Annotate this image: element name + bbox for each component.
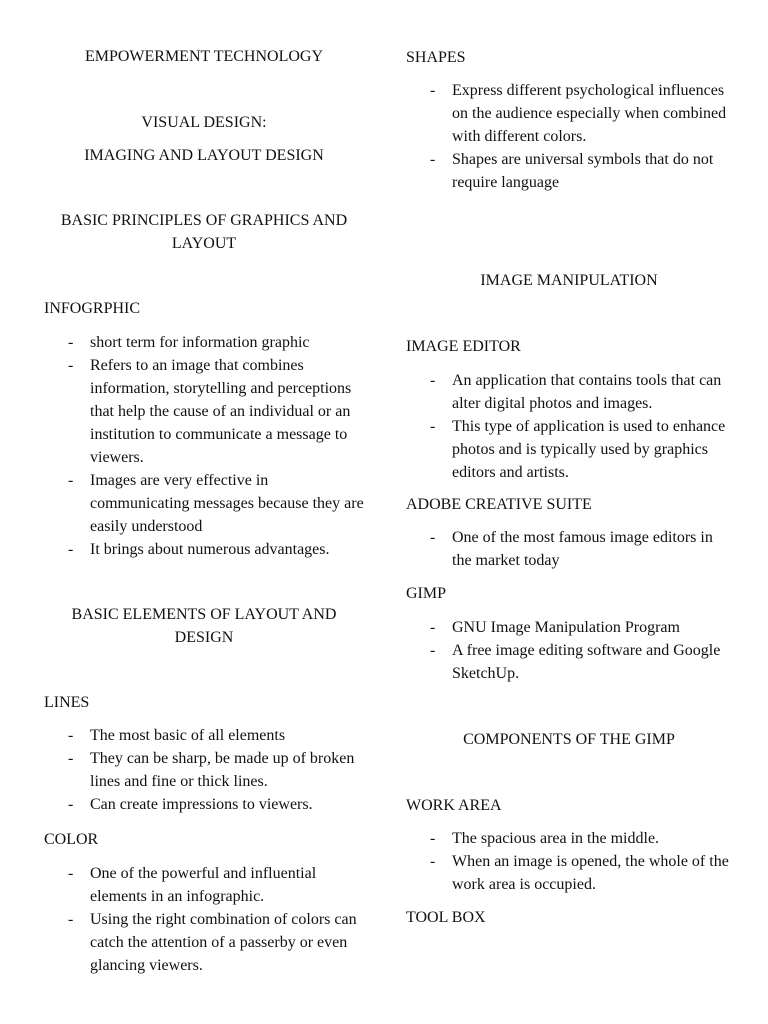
image-manipulation-heading: IMAGE MANIPULATION xyxy=(480,272,658,289)
list-item: - One of the powerful and influential elements in an infographic. xyxy=(44,862,364,908)
gimp-heading: GIMP xyxy=(406,585,447,602)
basic-elements-heading: BASIC ELEMENTS OF LAYOUT AND DESIGN xyxy=(71,606,337,646)
list-item: - One of the most famous image editors in the market today xyxy=(406,526,732,572)
list-item: - Express different psychological influences on the audience especially when combined with different colors. xyxy=(406,79,732,148)
basic-principles-heading: BASIC PRINCIPLES OF GRAPHICS AND LAYOUT xyxy=(60,212,348,252)
tool-box-heading: TOOL BOX xyxy=(406,909,486,926)
lines-heading: LINES xyxy=(44,694,90,711)
gimp-list xyxy=(406,616,732,685)
adobe-list xyxy=(406,526,732,572)
list-item: - Images are very effective in communicating messages because they are easily understood xyxy=(44,469,364,538)
work-area-list xyxy=(406,827,732,896)
image-editor-heading: IMAGE EDITOR xyxy=(406,338,521,355)
list-item: - They can be sharp, be made up of broken lines and fine or thick lines. xyxy=(44,747,364,793)
list-item: - Using the right combination of colors can catch the attention of a passerby or even glancing viewers. xyxy=(44,908,364,977)
color-list xyxy=(44,862,364,977)
shapes-heading: SHAPES xyxy=(406,49,466,66)
list-item: - Can create impressions to viewers. xyxy=(44,793,364,816)
list-item: - Refers to an image that combines information, storytelling and perceptions that help the cause of an individual or an institution to communicate a message to viewers. xyxy=(44,354,364,469)
document-title: EMPOWERMENT TECHNOLOGY xyxy=(84,48,324,65)
color-heading: COLOR xyxy=(44,831,99,848)
list-item: - This type of application is used to enhance photos and is typically used by graphics editors and artists. xyxy=(406,415,732,484)
list-item: - A free image editing software and Google SketchUp. xyxy=(406,639,732,685)
list-item: - The most basic of all elements xyxy=(44,724,364,747)
list-item: - short term for information graphic xyxy=(44,331,364,354)
list-item: - It brings about numerous advantages. xyxy=(44,538,364,561)
lines-list xyxy=(44,724,364,816)
work-area-heading: WORK AREA xyxy=(406,797,502,814)
list-item: - An application that contains tools that can alter digital photos and images. xyxy=(406,369,732,415)
visual-design-heading: VISUAL DESIGN: xyxy=(141,114,267,131)
list-item: - GNU Image Manipulation Program xyxy=(406,616,732,639)
list-item: - The spacious area in the middle. xyxy=(406,827,732,850)
list-item: - When an image is opened, the whole of the work area is occupied. xyxy=(406,850,732,896)
adobe-creative-suite-heading: ADOBE CREATIVE SUITE xyxy=(406,496,592,513)
components-gimp-heading: COMPONENTS OF THE GIMP xyxy=(463,731,675,748)
imaging-layout-heading: IMAGING AND LAYOUT DESIGN xyxy=(84,147,324,164)
shapes-list xyxy=(406,79,732,194)
image-editor-list xyxy=(406,369,732,484)
list-item: - Shapes are universal symbols that do not require language xyxy=(406,148,732,194)
infographic-heading: INFOGRPHIC xyxy=(44,300,141,317)
infographic-list xyxy=(44,331,364,561)
